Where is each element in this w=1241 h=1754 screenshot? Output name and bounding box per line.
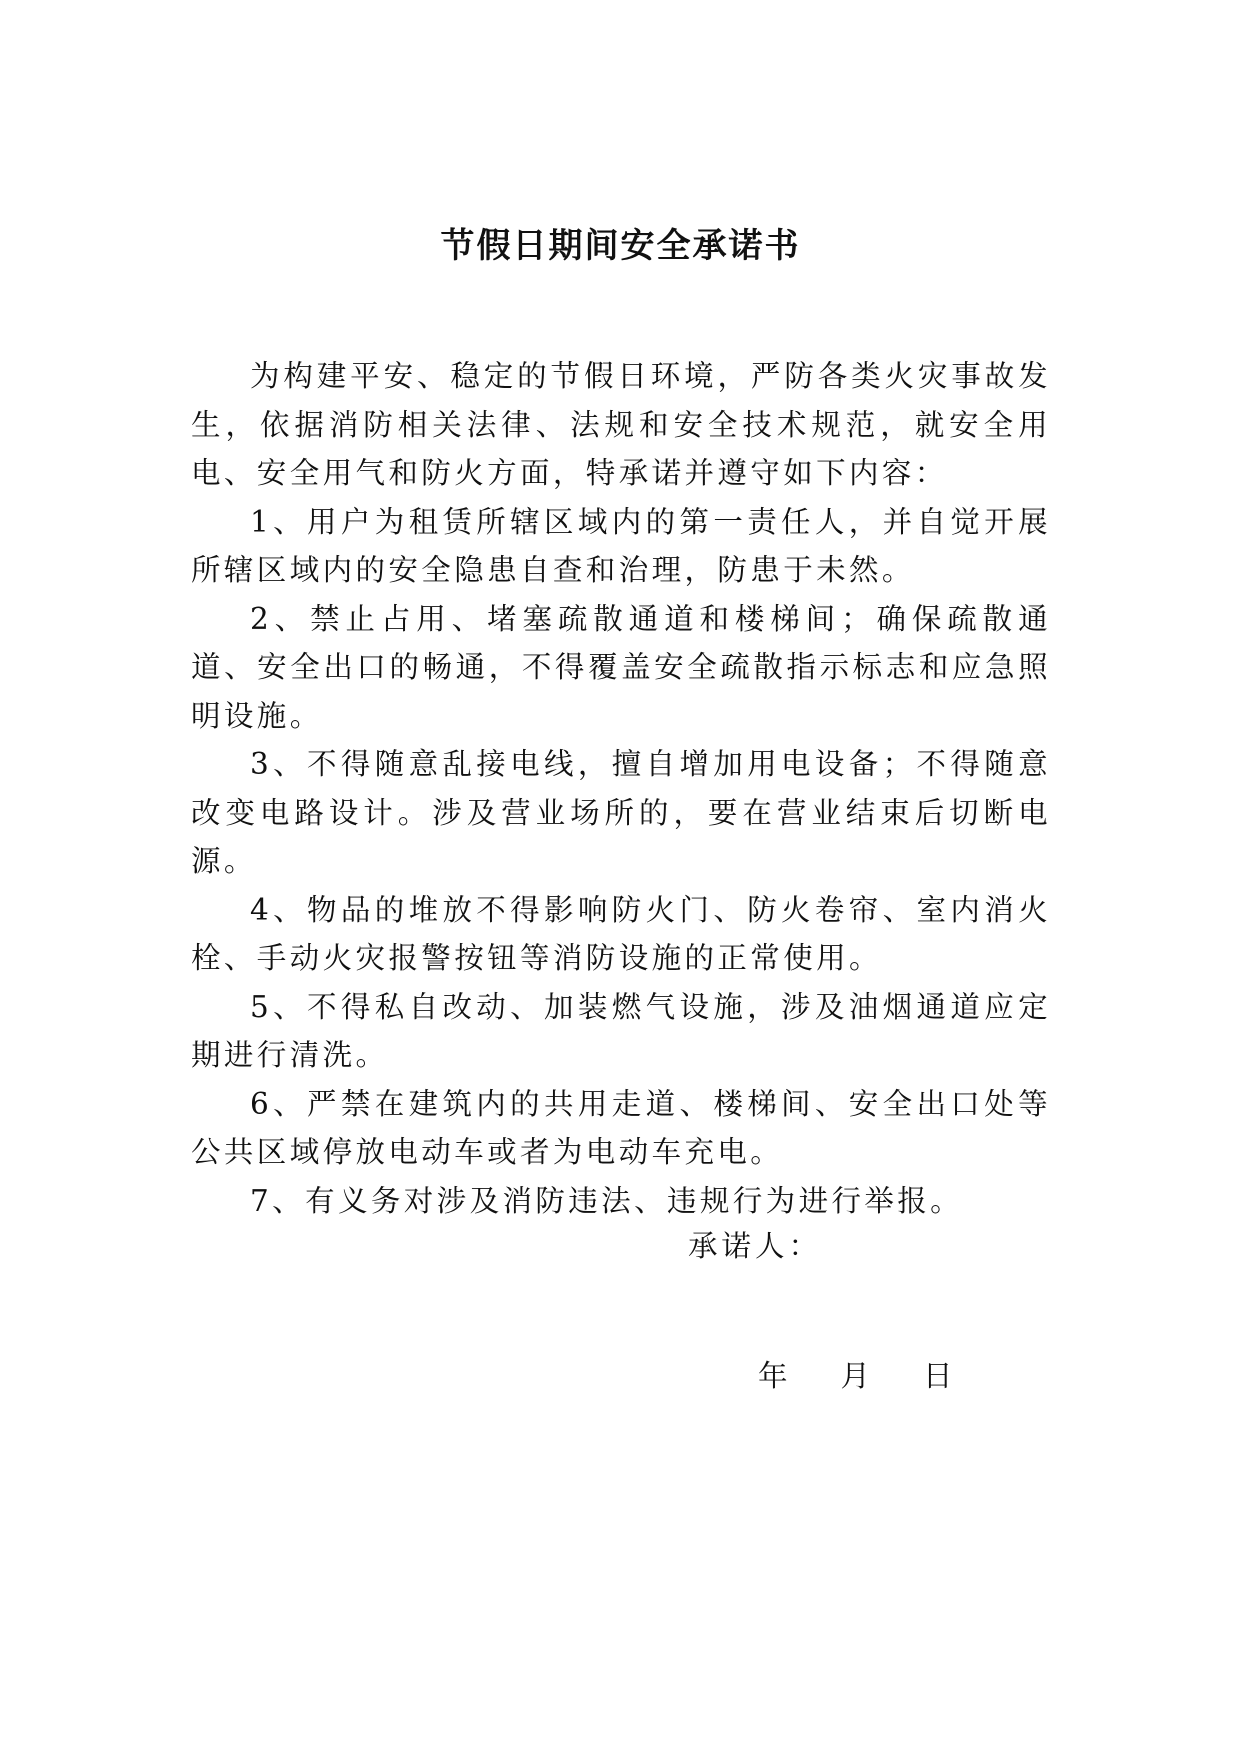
date-line (758, 1352, 953, 1400)
commitment-item-7: 7、有义务对涉及消防违法、违规行为进行举报。 (250, 1183, 964, 1218)
date-year-label: 年 (758, 1359, 788, 1393)
commitment-item-6: 6、严禁在建筑内的共用走道、楼梯间、安全出口处等公共区域停放电动车或者为电动车充电。 (191, 1086, 1051, 1169)
commitment-item-3: 3、不得随意乱接电线，擅自增加用电设备；不得随意改变电路设计。涉及营业场所的，要在营业结束后切断电源。 (191, 747, 1051, 878)
document-body (191, 352, 1051, 1225)
intro-paragraph: 为构建平安、稳定的节假日环境，严防各类火灾事故发生，依据消防相关法律、法规和安全技术规范，就安全用电、安全用气和防火方面，特承诺并遵守如下内容： (191, 359, 1051, 490)
commitment-item-4: 4、物品的堆放不得影响防火门、防火卷帘、室内消火栓、手动火灾报警按钮等消防设施的正常使用。 (191, 892, 1051, 975)
document-title: 节假日期间安全承诺书 (440, 226, 801, 266)
commitment-item-1: 1、用户为租赁所辖区域内的第一责任人，并自觉开展所辖区域内的安全隐患自查和治理，防患于未然。 (191, 504, 1051, 587)
date-month-label: 月 (840, 1359, 871, 1393)
commitment-item-2: 2、禁止占用、堵塞疏散通道和楼梯间；确保疏散通道、安全出口的畅通，不得覆盖安全疏散指示标志和应急照明设施。 (191, 601, 1051, 733)
signer-label: 承诺人： (688, 1229, 823, 1263)
commitment-item-5: 5、不得私自改动、加装燃气设施，涉及油烟通道应定期进行清洗。 (191, 989, 1051, 1072)
date-day-label: 日 (923, 1359, 953, 1393)
